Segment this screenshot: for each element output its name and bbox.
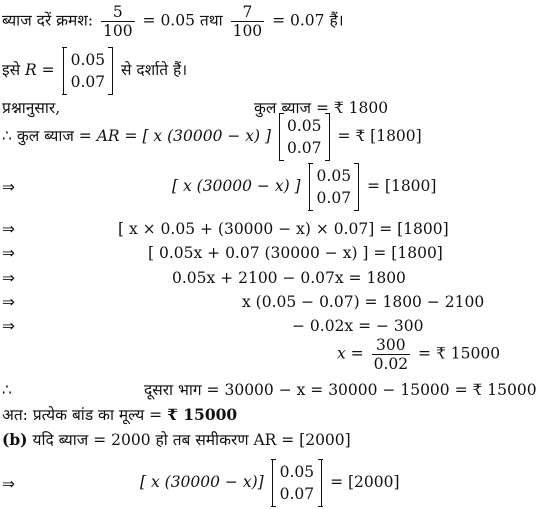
var-r: R [25, 61, 37, 79]
line2-prefix: इसे [2, 61, 21, 79]
rate-matrix: 0.05 0.07 [279, 114, 330, 160]
reduced-equation: − 0.02x = − 300 [292, 317, 424, 335]
second-part-line: दूसरा भाग = 30000 − x = 30000 − 15000 = ₹ 15000 [144, 381, 537, 399]
line15-result: = [2000] [330, 473, 400, 491]
rate-2-eq: = 0.07 हैं। [272, 11, 344, 30]
matrix-product-line [172, 164, 436, 210]
implies-arrow: ⇒ [2, 178, 15, 196]
part-b-line: (b) यदि ब्याज = 2000 हो तब समीकरण AR = [2000] [2, 430, 351, 449]
implies-arrow: ⇒ [2, 293, 15, 311]
rate-matrix: 0.05 0.07 [309, 164, 360, 210]
rate-matrix: 0.05 0.07 [272, 460, 323, 506]
total-interest-given: कुल ब्याज = ₹ 1800 [254, 99, 389, 117]
simplified-product: [ 0.05x + 0.07 (30000 − x) ] = [1800] [148, 244, 443, 262]
total-interest-equation: ∴ कुल ब्याज = AR = [ x (30000 − x) ] 0.05 0.07 = ₹ [1800] [2, 114, 422, 160]
matrix-r-line [2, 48, 187, 94]
rate-1-eq: = 0.05 तथा [142, 11, 223, 30]
rates-prefix: ब्याज दरें क्रमश: [2, 11, 94, 30]
bond-value: ₹ 15000 [167, 405, 238, 424]
interest-rates-line [2, 3, 344, 40]
implies-arrow: ⇒ [2, 317, 15, 335]
solution-x: x = $\frac{300}{0.02}$ = ₹ 15000 [337, 336, 501, 373]
line4-result: = ₹ [1800] [337, 127, 422, 145]
fraction-300-0.02: $\frac{300}{0.02}$ [373, 336, 409, 373]
according-to-question: प्रश्नानुसार, [2, 99, 61, 117]
matrix-r: 0.05 0.07 [63, 48, 114, 94]
line2-eq: = [41, 61, 55, 79]
implies-arrow: ⇒ [2, 269, 15, 287]
part-b-equation [140, 460, 400, 506]
factored-equation: x (0.05 − 0.07) = 1800 − 2100 [242, 293, 485, 311]
therefore-symbol: ∴ [2, 381, 12, 399]
line4-text: कुल ब्याज = [16, 127, 92, 145]
linear-equation: 0.05x + 2100 − 0.07x = 1800 [172, 269, 406, 287]
fraction-5-100: $\frac{5}{100}$ [103, 3, 133, 40]
row-vector: [ x (30000 − x) ] [172, 177, 301, 195]
implies-arrow: ⇒ [2, 244, 15, 262]
x-value: = ₹ 15000 [418, 344, 501, 363]
implies-arrow: ⇒ [2, 475, 15, 493]
bond-value-line: अत: प्रत्येक बांड का मूल्य = ₹ 15000 [2, 405, 238, 424]
part-b-label: (b) [2, 430, 28, 449]
therefore-symbol: ∴ [2, 127, 12, 145]
line5-result: = [1800] [367, 177, 437, 195]
implies-arrow: ⇒ [2, 220, 15, 238]
row-vector: [ x (30000 − x)] [140, 473, 264, 491]
line2-suffix: से दर्शाते हैं। [121, 61, 188, 79]
expanded-product: [ x × 0.05 + (30000 − x) × 0.07] = [1800] [118, 220, 449, 238]
ar-label: AR [96, 127, 120, 145]
fraction-7-100: $\frac{7}{100}$ [232, 3, 263, 40]
row-vector: [ x (30000 − x) ] [142, 127, 272, 145]
